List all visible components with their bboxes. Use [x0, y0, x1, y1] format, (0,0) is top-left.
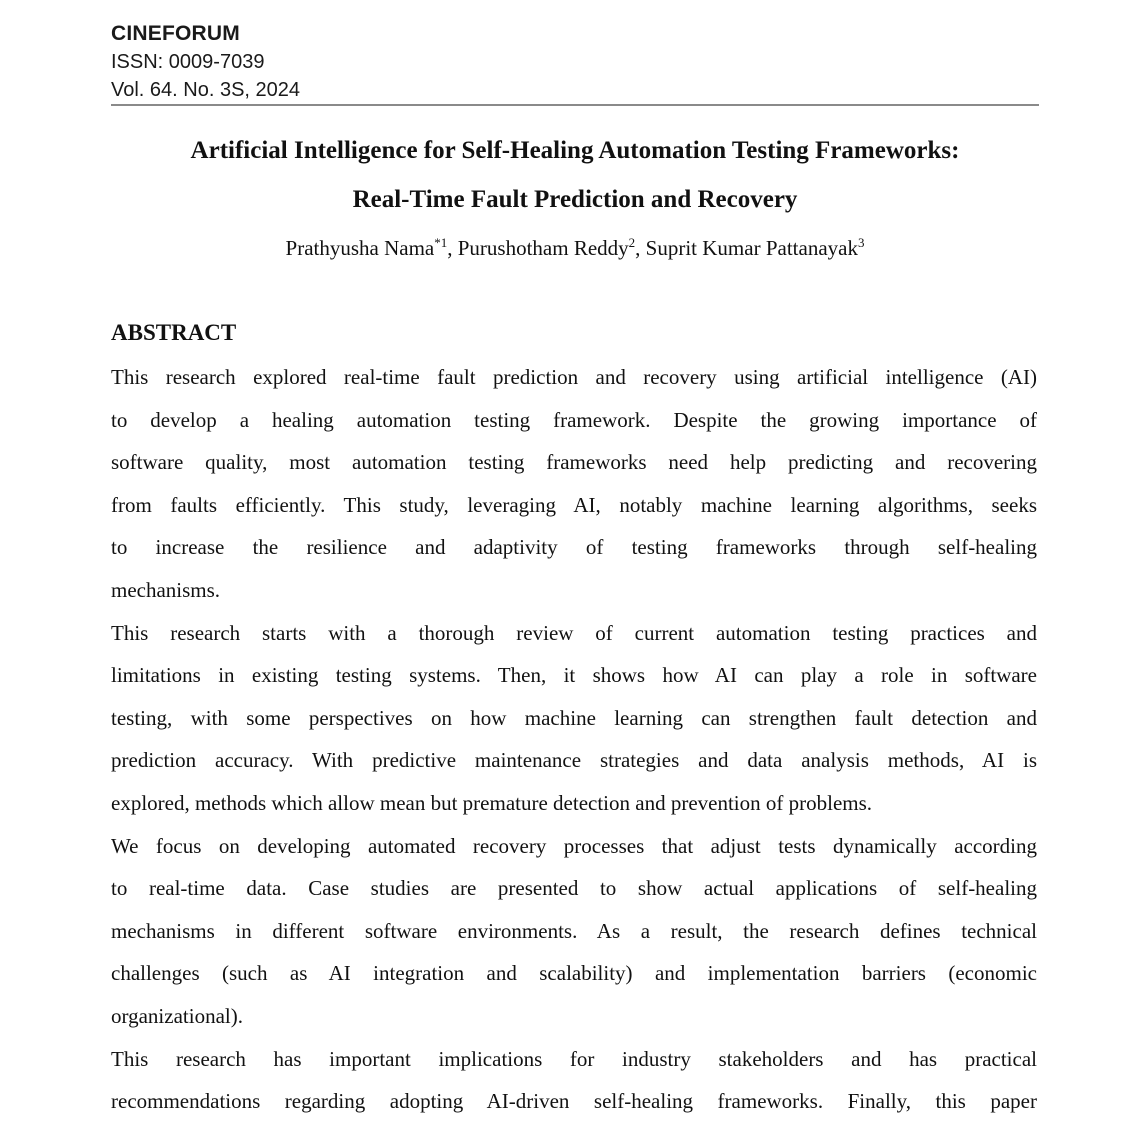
- author-list: [60, 236, 1090, 261]
- paper-title-line-1: Artificial Intelligence for Self-Healing Automation Testing Frameworks:: [190, 137, 960, 164]
- paper-title-line-2: Real-Time Fault Prediction and Recovery: [352, 186, 798, 213]
- journal-issn: ISSN: 0009-7039: [111, 51, 265, 73]
- abstract-body: [111, 356, 1037, 1123]
- author-name: Prathyusha Nama: [285, 236, 435, 260]
- header-divider: [111, 104, 1039, 106]
- author-affiliation-mark: 2: [628, 235, 636, 250]
- author-name: Suprit Kumar Pattanayak: [645, 236, 858, 260]
- abstract-line: limitations in existing testing systems. Then, it shows how AI can play a role in software: [111, 663, 1037, 688]
- journal-volume: Vol. 64. No. 3S, 2024: [111, 79, 301, 101]
- abstract-line: software quality, most automation testing frameworks need help predicting and recovering: [111, 450, 1037, 475]
- abstract-line: testing, with some perspectives on how machine learning can strengthen fault detection and: [111, 705, 1037, 730]
- abstract-line: We focus on developing automated recovery processes that adjust tests dynamically according: [111, 833, 1037, 858]
- abstract-line: This research has important implications for industry stakeholders and has practical: [111, 1046, 1037, 1071]
- abstract-line: This research explored real-time fault prediction and recovery using artificial intelligence (AI): [111, 365, 1037, 389]
- author-name: Purushotham Reddy: [457, 236, 629, 260]
- abstract-line: explored, methods which allow mean but premature detection and prevention of problems.: [111, 790, 873, 815]
- abstract-line: mechanisms.: [111, 577, 221, 602]
- abstract-line: to increase the resilience and adaptivity of testing frameworks through self-healing: [111, 535, 1037, 560]
- abstract-line: to real-time data. Case studies are presented to show actual applications of self-healing: [111, 876, 1037, 901]
- abstract-line: prediction accuracy. With predictive maintenance strategies and data analysis methods, AI is: [111, 748, 1037, 773]
- abstract-heading: ABSTRACT: [111, 320, 237, 345]
- journal-header: [111, 20, 1039, 104]
- journal-name: CINEFORUM: [111, 22, 240, 45]
- abstract-line: mechanisms in different software environments. As a result, the research defines technical: [111, 918, 1037, 943]
- author-separator: ,: [447, 236, 458, 260]
- abstract-line: to develop a healing automation testing framework. Despite the growing importance of: [111, 407, 1037, 432]
- abstract-line: recommendations regarding adopting AI-driven self-healing frameworks. Finally, this paper: [111, 1089, 1037, 1114]
- author-affiliation-mark: *1: [434, 235, 448, 250]
- author-separator: ,: [635, 236, 646, 260]
- abstract-line: from faults efficiently. This study, leveraging AI, notably machine learning algorithms, seeks: [111, 492, 1037, 517]
- abstract-line: This research starts with a thorough review of current automation testing practices and: [111, 620, 1037, 645]
- abstract-line: challenges (such as AI integration and scalability) and implementation barriers (economic: [111, 961, 1037, 986]
- abstract-line: organizational).: [111, 1003, 243, 1028]
- author-affiliation-mark: 3: [857, 235, 865, 250]
